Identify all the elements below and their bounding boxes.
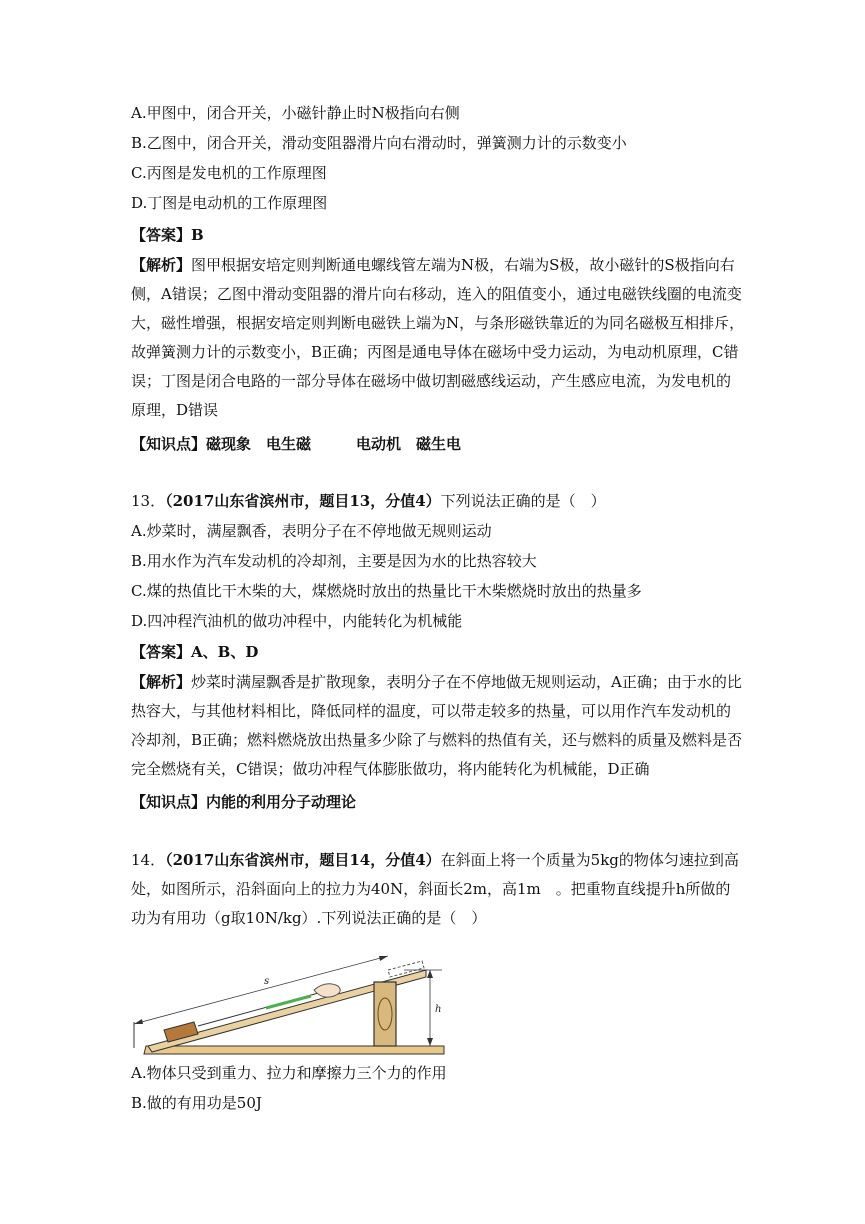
knowledge-text: 磁现象 电生磁 电动机 磁生电 bbox=[206, 435, 462, 453]
analysis-label: 【解析】 bbox=[131, 673, 192, 691]
hand-icon bbox=[314, 984, 340, 997]
answer-label: 【答案】 bbox=[131, 226, 192, 244]
question-number: 13． bbox=[131, 492, 166, 510]
q14-option-b: B.做的有用功是50J bbox=[131, 1094, 262, 1112]
question-text: 下列说法正确的是（ ） bbox=[440, 492, 606, 510]
q14-option-a: A.物体只受到重力、拉力和摩擦力三个力的作用 bbox=[131, 1064, 447, 1082]
analysis-text: 炒菜时满屋飘香是扩散现象，表明分子在不停地做无规则运动，A正确；由于水的比热容大，与其他材料相比，降低同样的温度，可以带走较多的热量，可以用作汽车发动机的冷却剂，B正确；燃料燃烧放出热量多少除了与燃料的热值有关，还与燃料的质量及燃料是否完全燃烧有关，C错误；做功冲程气体膨胀做功，将内能转化为机械能，D正确 bbox=[131, 673, 743, 778]
incline-base bbox=[144, 1046, 444, 1054]
q13-option-c: C.煤的热值比干木柴的大，煤燃烧时放出的热量比干木柴燃烧时放出的热量多 bbox=[131, 582, 642, 600]
q13-analysis bbox=[131, 668, 745, 784]
q14-stem bbox=[131, 846, 745, 933]
q13-knowledge bbox=[131, 791, 765, 813]
knowledge-text: 内能的利用分子动理论 bbox=[206, 793, 357, 811]
q13-option-d: D.四冲程汽油机的做功冲程中，内能转化为机械能 bbox=[131, 612, 463, 630]
answer-value: B bbox=[191, 226, 204, 244]
q13-answer bbox=[131, 641, 765, 663]
q12-answer bbox=[131, 224, 765, 246]
q12-knowledge bbox=[131, 433, 765, 455]
q12-option-d: D.丁图是电动机的工作原理图 bbox=[131, 194, 328, 212]
q12-option-c: C.丙图是发电机的工作原理图 bbox=[131, 164, 327, 182]
question-source: （2017山东省滨州市，题目13，分值4） bbox=[165, 492, 441, 510]
support-block bbox=[374, 982, 396, 1046]
q13-option-a: A.炒菜时，满屋飘香，表明分子在不停地做无规则运动 bbox=[131, 522, 492, 540]
s-label: s bbox=[264, 976, 270, 987]
q12-option-a: A.甲图中，闭合开关，小磁针静止时N极指向右侧 bbox=[131, 104, 460, 122]
knowledge-label: 【知识点】 bbox=[131, 435, 207, 453]
s-dimension-line bbox=[134, 956, 388, 1024]
question-number: 14． bbox=[131, 851, 166, 869]
h-arrow-top bbox=[427, 970, 433, 978]
q12-option-b: B.乙图中，闭合开关，滑动变阻器滑片向右滑动时，弹簧测力计的示数变小 bbox=[131, 134, 627, 152]
s-arrow-left bbox=[134, 1019, 143, 1024]
q12-analysis bbox=[131, 251, 745, 425]
s-arrow-right bbox=[379, 956, 388, 961]
q13-option-b: B.用水作为汽车发动机的冷却剂，主要是因为水的比热容较大 bbox=[131, 552, 537, 570]
answer-label: 【答案】 bbox=[131, 643, 192, 661]
incline-figure bbox=[126, 938, 446, 1058]
analysis-text: 图甲根据安培定则判断通电螺线管左端为N极，右端为S极，故小磁针的S极指向右侧，A错误；乙图中滑动变阻器的滑片向右移动，连入的阻值变小，通过电磁铁线圈的电流变大，磁性增强，根据安培定则判断电磁铁上端为N，与条形磁铁靠近的为同名磁极互相排斥，故弹簧测力计的示数变小，B正确；丙图是通电导体在磁场中受力运动，为电动机原理，C错误；丁图是闭合电路的一部分导体在磁场中做切割磁感线运动，产生感应电流，为发电机的原理，D错误 bbox=[131, 256, 745, 419]
knowledge-label: 【知识点】 bbox=[131, 793, 207, 811]
answer-value: A、B、D bbox=[191, 643, 259, 661]
q13-stem bbox=[131, 490, 765, 512]
question-text: 在斜面上将一个质量为5kg的物体匀速拉到高处，如图所示，沿斜面向上的拉力为40N，斜面长2m，高1m 。把重物直线提升h所做的功为有用功（g取10N/kg）.下列说法正确的是（ ） bbox=[131, 851, 739, 927]
analysis-label: 【解析】 bbox=[131, 256, 192, 274]
h-label: h bbox=[435, 1004, 442, 1015]
question-source: （2017山东省滨州市，题目14，分值4） bbox=[165, 851, 441, 869]
h-arrow-bottom bbox=[427, 1038, 433, 1046]
